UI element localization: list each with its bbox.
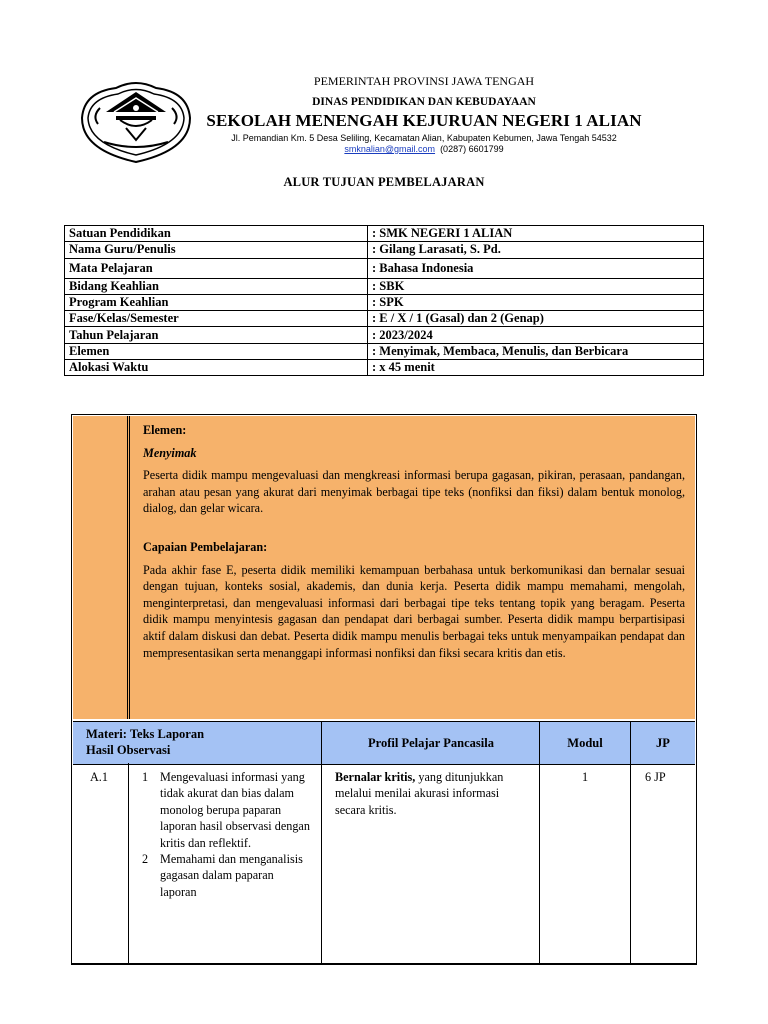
column-divider — [321, 721, 322, 963]
table-row — [65, 258, 704, 278]
info-label: Nama Guru/Penulis — [65, 242, 368, 258]
table-row — [65, 327, 704, 343]
list-item: 1 Mengevaluasi informasi yang tidak akurat dan bias dalam monolog berupa paparan laporan hasil observasi dengan kritis dan reflektif. — [142, 770, 310, 850]
info-value: : Gilang Larasati, S. Pd. — [368, 242, 704, 258]
provincial-logo — [76, 72, 196, 166]
info-value: : Bahasa Indonesia — [368, 258, 704, 278]
element-description: Peserta didik mampu mengevaluasi dan mengkreasi informasi berupa gagasan, pikiran, perasaan, pandangan, arahan atau pesan yang akurat dari menyimak berbagai tipe teks (nonfiksi dan fiksi) dalam bentuk monolog, dialog, dan gelar wicara. — [143, 468, 685, 516]
table-row — [65, 242, 704, 258]
list-item: 2 Memahami dan menganalisis gagasan dalam paparan laporan — [142, 852, 303, 899]
header-modul: Modul — [567, 736, 603, 750]
profil-cell — [335, 769, 525, 818]
info-label: Tahun Pelajaran — [65, 327, 368, 343]
column-divider — [539, 721, 540, 963]
info-label: Elemen — [65, 343, 368, 359]
government-line: PEMERINTAH PROVINSI JAWA TENGAH — [313, 74, 535, 88]
school-address: Jl. Pemandian Km. 5 Desa Seliling, Kecamatan Alian, Kabupaten Kebumen, Jawa Tengah 54532 — [231, 133, 617, 143]
email-link[interactable]: smknalian@gmail.com — [344, 144, 436, 154]
row-code: A.1 — [90, 770, 108, 784]
header-materi: Materi: Teks Laporan Hasil Observasi — [86, 727, 205, 757]
contact-line — [196, 144, 652, 154]
goals-list — [142, 769, 310, 900]
profil-dimension: Bernalar kritis, — [335, 770, 416, 784]
table-row — [65, 343, 704, 359]
header-jp: JP — [656, 736, 670, 750]
table-row — [65, 311, 704, 327]
info-value: : Menyimak, Membaca, Menulis, dan Berbicara — [368, 343, 704, 359]
column-divider — [129, 416, 130, 719]
school-name: SEKOLAH MENENGAH KEJURUAN NEGERI 1 ALIAN — [206, 111, 642, 130]
info-label: Alokasi Waktu — [65, 360, 368, 376]
info-label: Bidang Keahlian — [65, 278, 368, 294]
info-value: : SMK NEGERI 1 ALIAN — [368, 226, 704, 242]
learning-flow-table — [71, 414, 697, 965]
profil-description: yang ditunjukkan melalui menilai akurasi informasi secara kritis. — [335, 770, 504, 817]
info-table — [64, 225, 704, 376]
table-row — [65, 226, 704, 242]
info-label: Fase/Kelas/Semester — [65, 311, 368, 327]
table-header — [73, 721, 695, 765]
element-content — [143, 422, 685, 661]
cp-text: Pada akhir fase E, peserta didik memiliki kemampuan berbahasa untuk berkomunikasi dan bernalar sesuai dengan tujuan, konteks sosial, akademis, dan dunia kerja. Peserta didik mampu memahami, mengolah, menginterpretasi, dan mengevaluasi informasi dari berbagai tipe teks tentang topik yang beragam. Peserta didik mampu menyintesis gagasan dan pendapat dari berbagai sumber. Peserta didik mampu berpartisipasi aktif dalam diskusi dan debat. Peserta didik mampu menulis berbagai teks untuk menyampaikan pendapat dan mempresentasikan serta menanggapi informasi nonfiksi dan fiksi secara kritis dan etis. — [143, 562, 685, 660]
element-section — [73, 416, 695, 719]
info-value: : E / X / 1 (Gasal) dan 2 (Genap) — [368, 311, 704, 327]
phone-number: (0287) 6601799 — [440, 144, 504, 154]
info-label: Program Keahlian — [65, 294, 368, 310]
goals-cell — [142, 769, 310, 900]
cp-heading: Capaian Pembelajaran: — [143, 539, 268, 554]
element-left-column — [73, 416, 128, 719]
document-title: ALUR TUJUAN PEMBELAJARAN — [283, 175, 485, 189]
info-value: : x 45 menit — [368, 360, 704, 376]
element-name: Menyimak — [143, 445, 197, 460]
department-line: DINAS PENDIDIKAN DAN KEBUDAYAAN — [312, 96, 536, 108]
modul-cell: 1 — [581, 770, 589, 784]
info-label: Mata Pelajaran — [65, 258, 368, 278]
info-label: Satuan Pendidikan — [65, 226, 368, 242]
table-row — [65, 294, 704, 310]
element-heading: Elemen: — [143, 423, 187, 437]
info-value: : SBK — [368, 278, 704, 294]
column-divider — [630, 721, 631, 963]
table-row — [65, 278, 704, 294]
header-profil: Profil Pelajar Pancasila — [368, 736, 494, 750]
table-row — [65, 360, 704, 376]
info-value: : 2023/2024 — [368, 327, 704, 343]
column-divider — [128, 763, 129, 963]
info-value: : SPK — [368, 294, 704, 310]
jp-cell: 6 JP — [645, 770, 666, 784]
